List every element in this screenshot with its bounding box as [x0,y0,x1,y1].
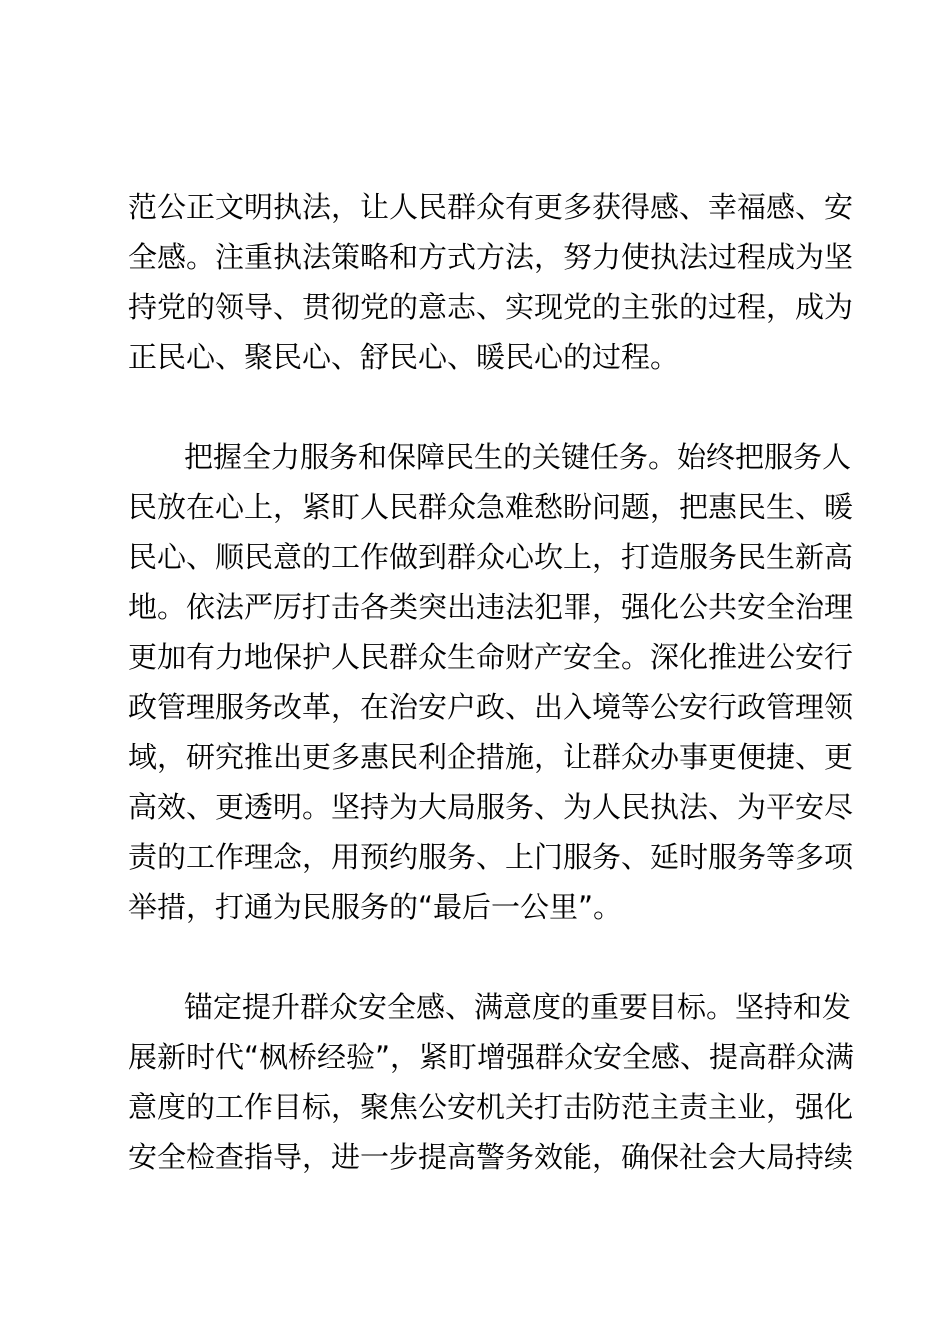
paragraph-line: 责的工作理念，用预约服务、上门服务、延时服务等多项 [128,840,854,874]
paragraph-line: 民放在心上，紧盯人民群众急难愁盼问题，把惠民生、暖 [128,490,854,524]
paragraph-line: 域，研究推出更多惠民利企措施，让群众办事更便捷、更 [128,740,854,774]
paragraph-line: 更加有力地保护人民群众生命财产安全。深化推进公安行 [128,640,854,674]
paragraph-3 [128,982,855,1182]
paragraph-1 [128,182,854,382]
paragraph-line: 地。依法严厉打击各类突出违法犯罪，强化公共安全治理 [128,590,854,624]
paragraph-line: 高效、更透明。坚持为大局服务、为人民执法、为平安尽 [128,790,854,824]
paragraph-line: 全感。注重执法策略和方式方法，努力使执法过程成为坚 [128,240,854,274]
paragraph-line: 把握全力服务和保障民生的关键任务。始终把服务人 [184,440,852,474]
paragraph-line: 举措，打通为民服务的“最后一公里”。 [128,890,623,924]
paragraph-line: 政管理服务改革，在治安户政、出入境等公安行政管理领 [128,690,854,724]
paragraph-line: 展新时代“枫桥经验”，紧盯增强群众安全感、提高群众满 [128,1040,855,1074]
paragraph-line: 民心、顺民意的工作做到群众心坎上，打造服务民生新高 [128,540,854,574]
paragraph-line: 意度的工作目标，聚焦公安机关打击防范主责主业，强化 [128,1090,854,1124]
paragraph-line: 安全检查指导，进一步提高警务效能，确保社会大局持续 [128,1140,854,1174]
paragraph-line: 范公正文明执法，让人民群众有更多获得感、幸福感、安 [128,190,854,224]
paragraph-line: 持党的领导、贯彻党的意志、实现党的主张的过程，成为 [128,290,854,324]
paragraph-line: 锚定提升群众安全感、满意度的重要目标。坚持和发 [184,990,852,1024]
paragraph-line: 正民心、聚民心、舒民心、暖民心的过程。 [128,340,680,374]
document-body [128,182,855,1182]
paragraph-2 [128,432,854,932]
